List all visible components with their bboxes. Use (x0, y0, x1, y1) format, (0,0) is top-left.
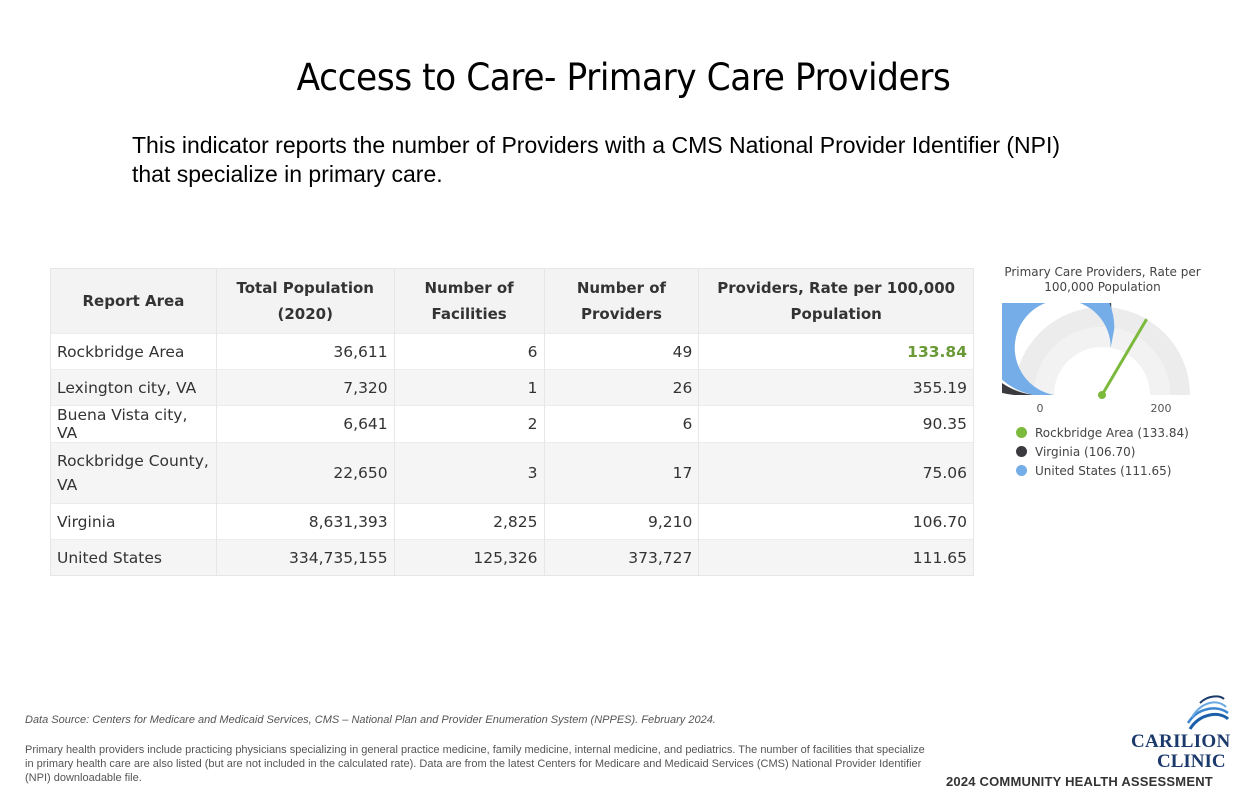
table-cell: 26 (544, 370, 699, 406)
table-cell: 36,611 (216, 334, 394, 370)
table-row (51, 370, 974, 406)
table-row (51, 443, 974, 504)
table-row (51, 504, 974, 540)
table-cell: Rockbridge Area (51, 334, 217, 370)
table-cell: 75.06 (699, 443, 974, 504)
provider-data-table (50, 268, 974, 576)
legend-swatch-rockbridge (1016, 427, 1027, 438)
gauge-title: Primary Care Providers, Rate per 100,000 Population (1004, 265, 1201, 294)
gauge-tick-min: 0 (1036, 402, 1044, 415)
column-header: Number of Facilities (394, 269, 544, 334)
column-header: Providers, Rate per 100,000 Population (699, 269, 974, 334)
methodology-note: Primary health providers include practicing physicians specializing in general practice medicine, family medicine, internal medicine, and pediatrics. The number of facilities that specialize in primary health care are also listed (but are not included in the calculated rate). Data are from the latest Centers for Medicare and Medicaid Services (CMS) National Provider Identifier (NPI) downloadable file. (25, 744, 925, 784)
table-cell: 90.35 (699, 406, 974, 443)
table-cell: 6 (544, 406, 699, 443)
assessment-label: 2024 COMMUNITY HEALTH ASSESSMENT (946, 774, 1213, 789)
table-cell: 9,210 (544, 504, 699, 540)
table-row (51, 406, 974, 443)
column-header: Report Area (51, 269, 217, 334)
table-cell: 2 (394, 406, 544, 443)
legend-item (1016, 442, 1189, 461)
gauge-legend (1016, 423, 1189, 480)
table-row (51, 334, 974, 370)
table-cell: 125,326 (394, 540, 544, 576)
table-header-row (51, 269, 974, 334)
table-cell: 2,825 (394, 504, 544, 540)
table-cell: 49 (544, 334, 699, 370)
table-cell: 17 (544, 443, 699, 504)
table-cell: 106.70 (699, 504, 974, 540)
legend-label: United States (111.65) (1035, 463, 1172, 478)
table-cell: 6,641 (216, 406, 394, 443)
legend-item (1016, 423, 1189, 442)
legend-label: Virginia (106.70) (1035, 444, 1136, 459)
table-cell: 111.65 (699, 540, 974, 576)
table-cell: 1 (394, 370, 544, 406)
table-cell: Virginia (51, 504, 217, 540)
column-header: Total Population (2020) (216, 269, 394, 334)
legend-label: Rockbridge Area (133.84) (1035, 425, 1189, 440)
brand-name-line2: CLINIC (1157, 751, 1226, 772)
data-source: Data Source: Centers for Medicare and Medicaid Services, CMS – National Plan and Provider Enumeration System (NPPES). February 2024. (25, 714, 716, 726)
table-cell: United States (51, 540, 217, 576)
legend-item (1016, 461, 1189, 480)
gauge-svg (1002, 303, 1202, 415)
legend-swatch-united-states (1016, 465, 1027, 476)
indicator-description: This indicator reports the number of Providers with a CMS National Provider Identifier (NPI) that specialize in primary care. (132, 132, 1061, 187)
table-cell: Lexington city, VA (51, 370, 217, 406)
gauge-needle-pivot (1098, 391, 1106, 399)
table-cell-highlight: 133.84 (699, 334, 974, 370)
carilion-swoosh-logo-icon (1130, 693, 1230, 733)
gauge-tick-max: 200 (1150, 402, 1172, 415)
table-cell: 3 (394, 443, 544, 504)
column-header: Number of Providers (544, 269, 699, 334)
table-cell: 334,735,155 (216, 540, 394, 576)
brand-name-line1: CARILION (1131, 731, 1231, 752)
table-cell: Buena Vista city, VA (51, 406, 217, 443)
table-cell: 8,631,393 (216, 504, 394, 540)
table-cell: 355.19 (699, 370, 974, 406)
gauge-chart (1000, 265, 1205, 295)
table-cell: 6 (394, 334, 544, 370)
table-cell: Rockbridge County, VA (51, 443, 217, 504)
table-cell: 373,727 (544, 540, 699, 576)
table-cell: 7,320 (216, 370, 394, 406)
legend-swatch-virginia (1016, 446, 1027, 457)
table-row (51, 540, 974, 576)
page-title: Access to Care- Primary Care Providers (296, 56, 951, 99)
table-cell: 22,650 (216, 443, 394, 504)
